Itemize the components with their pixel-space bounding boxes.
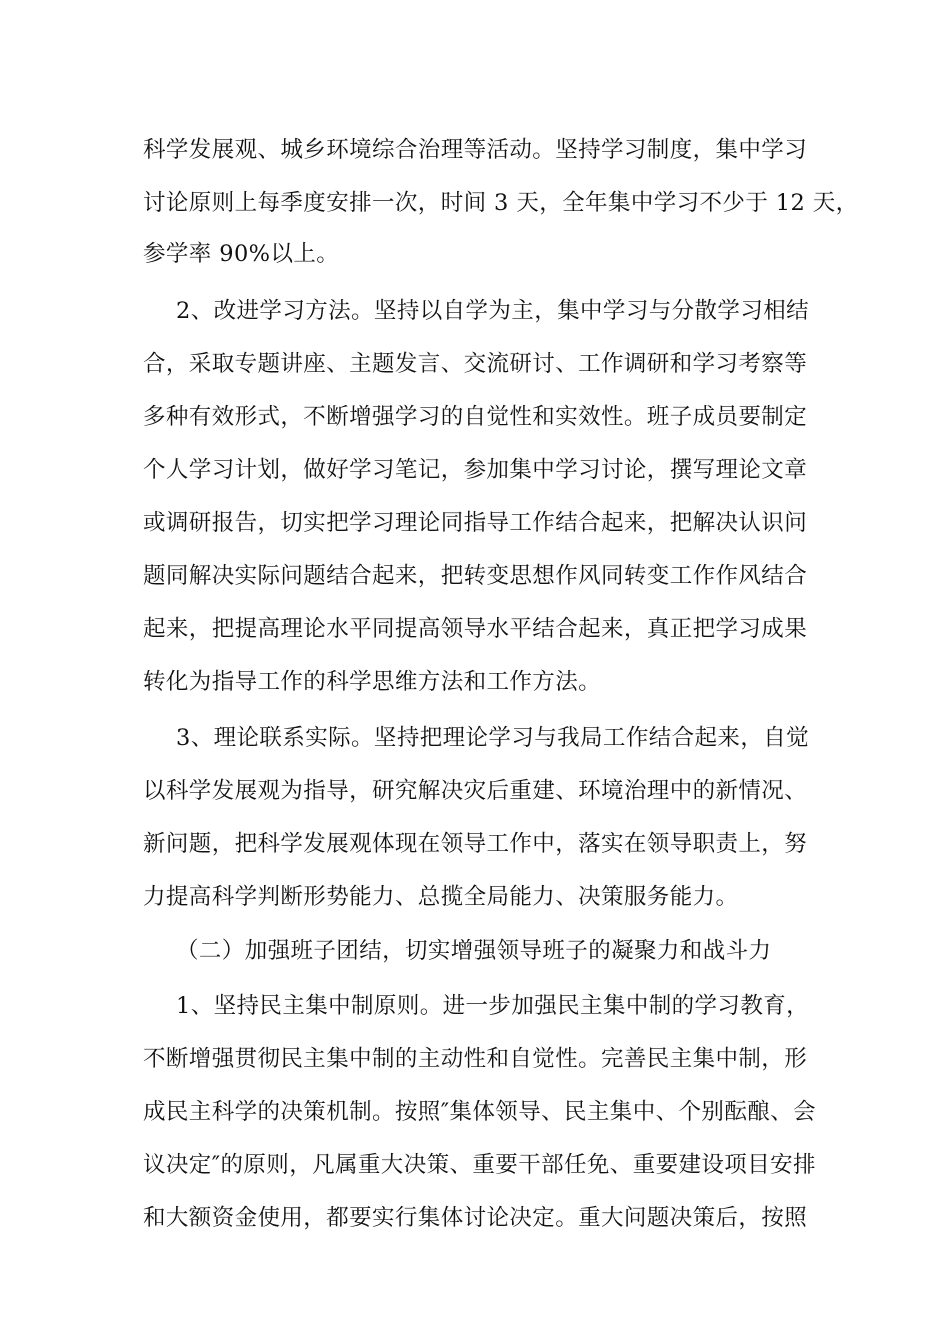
text-line: 以科学发展观为指导，研究解决灾后重建、环境治理中的新情况、: [143, 778, 808, 804]
text-line: 题同解决实际问题结合起来，把转变思想作风同转变工作作风结合: [143, 563, 808, 589]
text-line: 和大额资金使用，都要实行集体讨论决定。重大问题决策后，按照: [143, 1205, 808, 1231]
paragraph-start-line: 1、坚持民主集中制原则。进一步加强民主集中制的学习教育，: [176, 993, 810, 1019]
text-line: 科学发展观、城乡环境综合治理等活动。坚持学习制度，集中学习: [143, 137, 808, 163]
text-line: 议决定″的原则，凡属重大决策、重要干部任免、重要建设项目安排: [143, 1152, 816, 1178]
paragraph-start-line: 2、改进学习方法。坚持以自学为主，集中学习与分散学习相结: [176, 298, 810, 324]
text-line: 个人学习计划，做好学习笔记，参加集中学习讨论，撰写理论文章: [143, 457, 808, 483]
section-heading: （二）加强班子团结，切实增强领导班子的凝聚力和战斗力: [176, 938, 772, 964]
text-line: 成民主科学的决策机制。按照″集体领导、民主集中、个别酝酿、会: [143, 1099, 816, 1125]
paragraph-start-line: 3、理论联系实际。坚持把理论学习与我局工作结合起来，自觉: [176, 725, 810, 751]
text-line: 多种有效形式，不断增强学习的自觉性和实效性。班子成员要制定: [143, 404, 808, 430]
text-line: 不断增强贯彻民主集中制的主动性和自觉性。完善民主集中制，形: [143, 1046, 808, 1072]
text-line: 合，采取专题讲座、主题发言、交流研讨、工作调研和学习考察等: [143, 351, 808, 377]
text-line: 参学率 90%以上。: [143, 241, 340, 267]
text-line: 起来，把提高理论水平同提高领导水平结合起来，真正把学习成果: [143, 616, 808, 642]
text-line: 新问题，把科学发展观体现在领导工作中，落实在领导职责上，努: [143, 831, 808, 857]
text-line: 或调研报告，切实把学习理论同指导工作结合起来，把解决认识问: [143, 510, 808, 536]
text-line: 力提高科学判断形势能力、总揽全局能力、决策服务能力。: [143, 884, 739, 910]
text-line: 转化为指导工作的科学思维方法和工作方法。: [143, 669, 602, 695]
text-line: 讨论原则上每季度安排一次，时间 3 天，全年集中学习不少于 12 天，: [143, 190, 859, 216]
